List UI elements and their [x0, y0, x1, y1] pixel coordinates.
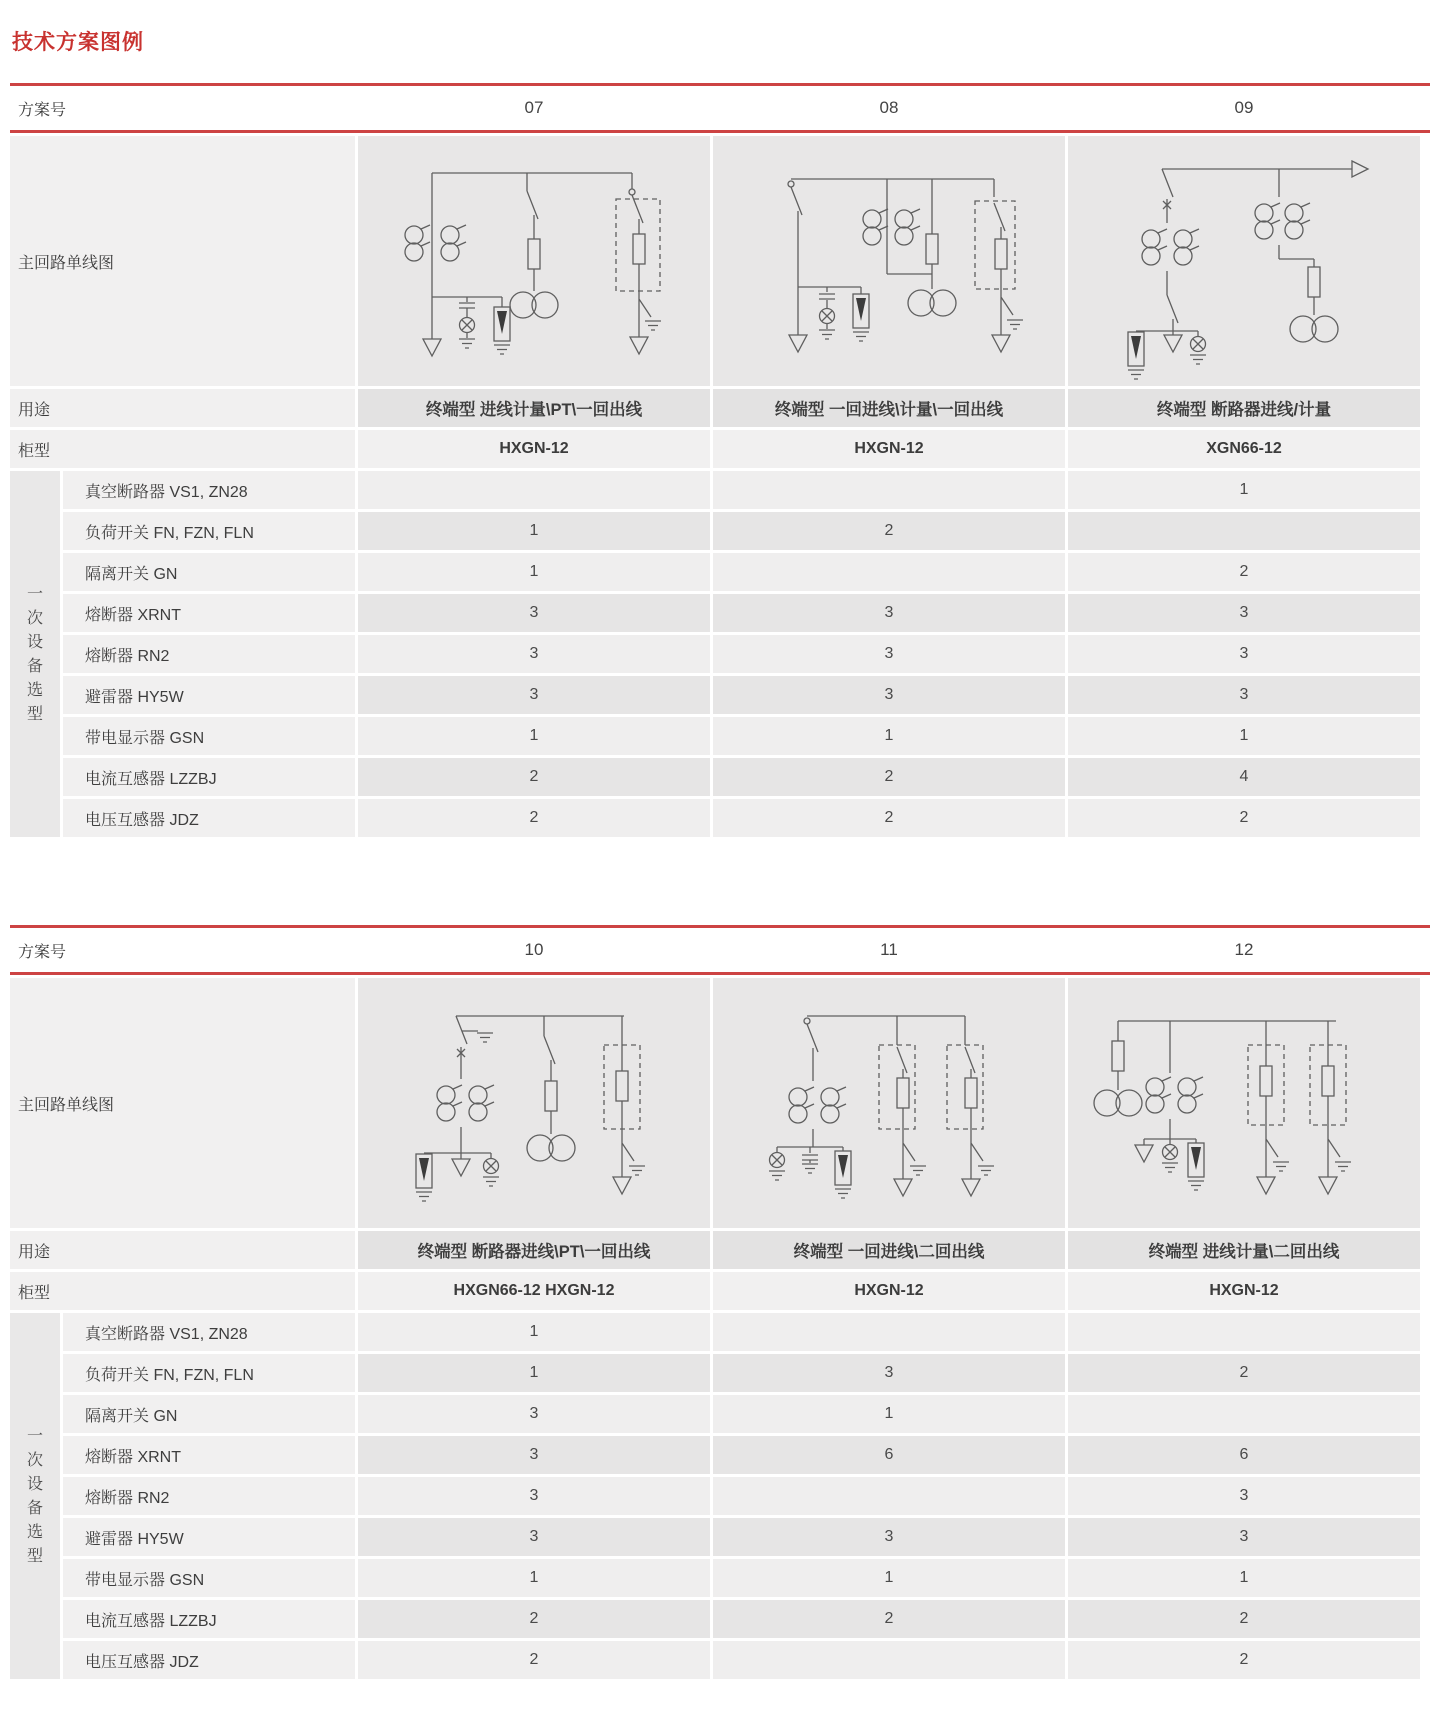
equipment-label: 隔离开关 GN	[63, 1395, 355, 1433]
row-label-usage: 用途	[10, 1231, 355, 1269]
usage-cell: 终端型 进线计量\PT\一回出线	[358, 389, 710, 427]
row-label-scheme-no: 方案号	[18, 943, 67, 961]
count-cell: 6	[713, 1436, 1065, 1474]
count-cell	[358, 471, 710, 509]
count-cell: 2	[713, 512, 1065, 550]
usage-cell: 终端型 一回进线\计量\一回出线	[713, 389, 1065, 427]
count-cell: 1	[713, 1395, 1065, 1433]
usage-cell: 终端型 一回进线\二回出线	[713, 1231, 1065, 1269]
row-label-scheme-no: 方案号	[18, 101, 67, 119]
scheme-number-08: 08	[879, 98, 899, 117]
equipment-label: 隔离开关 GN	[63, 553, 355, 591]
equipment-label: 电流互感器 LZZBJ	[63, 1600, 355, 1638]
count-cell: 3	[358, 1436, 710, 1474]
count-cell: 1	[358, 717, 710, 755]
count-cell: 1	[1068, 1559, 1420, 1597]
count-cell: 1	[1068, 717, 1420, 755]
row-label-usage: 用途	[10, 389, 355, 427]
count-cell: 2	[358, 758, 710, 796]
equipment-label: 熔断器 XRNT	[63, 594, 355, 632]
diagram-cell	[713, 136, 1065, 386]
count-cell: 3	[358, 676, 710, 714]
count-cell: 2	[358, 799, 710, 837]
equipment-label: 熔断器 XRNT	[63, 1436, 355, 1474]
count-cell: 3	[713, 676, 1065, 714]
count-cell: 1	[713, 717, 1065, 755]
count-cell	[713, 471, 1065, 509]
count-cell: 2	[358, 1641, 710, 1679]
scheme-table-07-09	[10, 83, 1430, 837]
equipment-label: 电流互感器 LZZBJ	[63, 758, 355, 796]
group-label-primary-equipment: 一 次 设 备 选 型	[10, 1313, 60, 1679]
row-label-diagram: 主回路单线图	[10, 136, 355, 386]
count-cell: 3	[1068, 676, 1420, 714]
count-cell	[713, 1477, 1065, 1515]
page-title: 技术方案图例	[12, 31, 144, 54]
diagram-cell	[358, 978, 710, 1228]
count-cell: 1	[358, 1313, 710, 1351]
equipment-label: 避雷器 HY5W	[63, 1518, 355, 1556]
count-cell: 2	[1068, 1600, 1420, 1638]
scheme-number-12: 12	[1234, 940, 1254, 959]
diagram-cell	[358, 136, 710, 386]
count-cell: 1	[713, 1559, 1065, 1597]
single-line-diagram-12	[1074, 981, 1414, 1225]
count-cell: 3	[1068, 594, 1420, 632]
single-line-diagram-09	[1074, 139, 1414, 383]
count-cell	[713, 1641, 1065, 1679]
single-line-diagram-08	[719, 139, 1059, 383]
equipment-label: 避雷器 HY5W	[63, 676, 355, 714]
equipment-label: 带电显示器 GSN	[63, 1559, 355, 1597]
single-line-diagram-07	[364, 139, 704, 383]
equipment-label: 电压互感器 JDZ	[63, 799, 355, 837]
count-cell: 4	[1068, 758, 1420, 796]
count-cell: 3	[713, 1354, 1065, 1392]
equipment-label: 真空断路器 VS1, ZN28	[63, 471, 355, 509]
count-cell: 3	[1068, 635, 1420, 673]
count-cell: 3	[713, 635, 1065, 673]
equipment-label: 熔断器 RN2	[63, 635, 355, 673]
scheme-number-11: 11	[880, 940, 898, 959]
scheme-number-07: 07	[524, 98, 544, 117]
count-cell: 1	[358, 1354, 710, 1392]
count-cell: 6	[1068, 1436, 1420, 1474]
diagram-cell	[713, 978, 1065, 1228]
usage-cell: 终端型 断路器进线\PT\一回出线	[358, 1231, 710, 1269]
count-cell: 3	[358, 1477, 710, 1515]
equipment-label: 电压互感器 JDZ	[63, 1641, 355, 1679]
scheme-number-10: 10	[524, 940, 544, 959]
equipment-label: 负荷开关 FN, FZN, FLN	[63, 1354, 355, 1392]
count-cell: 2	[713, 1600, 1065, 1638]
count-cell: 2	[1068, 1641, 1420, 1679]
cabinet-cell: HXGN-12	[713, 430, 1065, 468]
equipment-label: 负荷开关 FN, FZN, FLN	[63, 512, 355, 550]
count-cell: 2	[1068, 553, 1420, 591]
scheme-table-10-12	[10, 925, 1430, 1679]
diagram-cell	[1068, 978, 1420, 1228]
equipment-label: 熔断器 RN2	[63, 1477, 355, 1515]
count-cell: 3	[358, 1395, 710, 1433]
count-cell	[1068, 1313, 1420, 1351]
cabinet-cell: HXGN-12	[358, 430, 710, 468]
cabinet-cell: HXGN-12	[1068, 1272, 1420, 1310]
count-cell: 2	[358, 1600, 710, 1638]
count-cell: 3	[358, 1518, 710, 1556]
count-cell: 1	[358, 1559, 710, 1597]
count-cell: 2	[1068, 1354, 1420, 1392]
count-cell: 2	[713, 758, 1065, 796]
count-cell: 3	[358, 635, 710, 673]
row-label-cabinet: 柜型	[10, 430, 355, 468]
table-header-row	[10, 83, 1430, 133]
cabinet-cell: HXGN-12	[713, 1272, 1065, 1310]
cabinet-cell: XGN66-12	[1068, 430, 1420, 468]
count-cell: 3	[713, 594, 1065, 632]
count-cell: 3	[358, 594, 710, 632]
equipment-label: 真空断路器 VS1, ZN28	[63, 1313, 355, 1351]
usage-cell: 终端型 进线计量\二回出线	[1068, 1231, 1420, 1269]
scheme-number-09: 09	[1234, 98, 1254, 117]
count-cell	[1068, 1395, 1420, 1433]
count-cell: 3	[1068, 1477, 1420, 1515]
count-cell: 2	[1068, 799, 1420, 837]
count-cell: 3	[1068, 1518, 1420, 1556]
count-cell: 1	[1068, 471, 1420, 509]
cabinet-cell: HXGN66-12 HXGN-12	[358, 1272, 710, 1310]
single-line-diagram-11	[719, 981, 1059, 1225]
group-label-primary-equipment: 一 次 设 备 选 型	[10, 471, 60, 837]
row-label-cabinet: 柜型	[10, 1272, 355, 1310]
count-cell	[713, 553, 1065, 591]
diagram-cell	[1068, 136, 1420, 386]
count-cell: 1	[358, 553, 710, 591]
equipment-label: 带电显示器 GSN	[63, 717, 355, 755]
count-cell: 2	[713, 799, 1065, 837]
count-cell: 1	[358, 512, 710, 550]
single-line-diagram-10	[364, 981, 704, 1225]
table-header-row	[10, 925, 1430, 975]
count-cell: 3	[713, 1518, 1065, 1556]
count-cell	[713, 1313, 1065, 1351]
count-cell	[1068, 512, 1420, 550]
row-label-diagram: 主回路单线图	[10, 978, 355, 1228]
usage-cell: 终端型 断路器进线/计量	[1068, 389, 1420, 427]
